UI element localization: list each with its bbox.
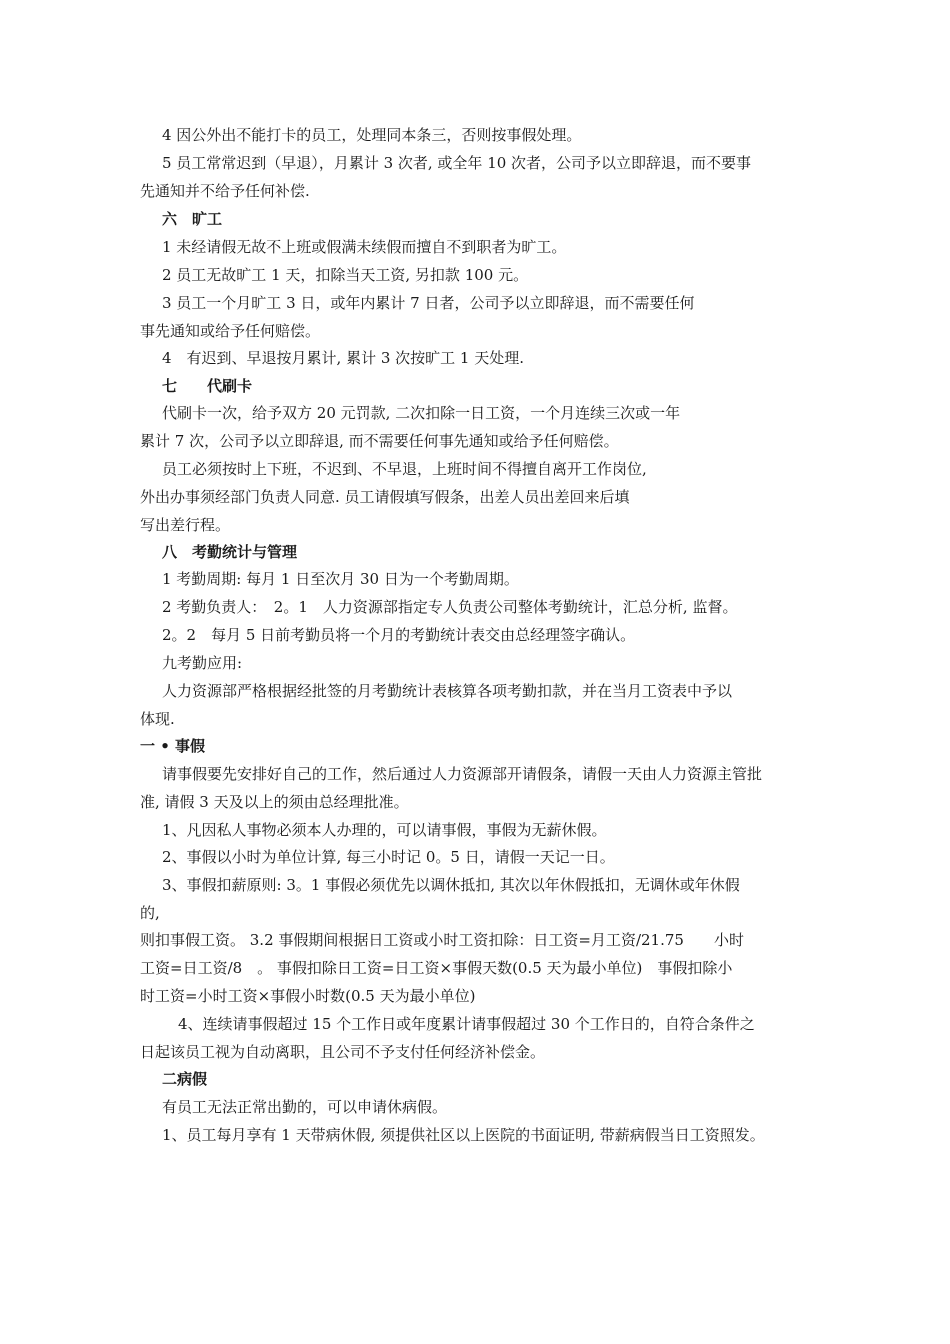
text-line: 先通知并不给予任何补偿. bbox=[140, 182, 310, 200]
text-line: 1、凡因私人事物必须本人办理的，可以请事假，事假为无薪休假。 bbox=[162, 821, 607, 839]
text-line: 员工必须按时上下班，不迟到、不早退，上班时间不得擅自离开工作岗位, bbox=[162, 460, 647, 478]
text-line: 2 员工无故旷工 1 天，扣除当天工资, 另扣款 100 元。 bbox=[162, 266, 529, 284]
text-line: 4 有迟到、早退按月累计, 累计 3 次按旷工 1 天处理. bbox=[162, 349, 525, 367]
section-heading: 六 旷工 bbox=[162, 210, 223, 228]
text-line: 有员工无法正常出勤的，可以申请休病假。 bbox=[162, 1098, 448, 1116]
section-heading: 七 代刷卡 bbox=[162, 377, 253, 395]
text-line: 2、事假以小时为单位计算, 每三小时记 0。5 日，请假一天记一日。 bbox=[162, 848, 615, 866]
text-line: 准, 请假 3 天及以上的须由总经理批准。 bbox=[140, 793, 409, 811]
text-line: 工资=日工资/8 。 事假扣除日工资=日工资×事假天数(0.5 天为最小单位) 事假扣除小 bbox=[140, 959, 733, 977]
text-line: 人力资源部严格根据经批签的月考勤统计表核算各项考勤扣款，并在当月工资表中予以 bbox=[162, 682, 733, 700]
text-line: 1 考勤周期: 每月 1 日至次月 30 日为一个考勤周期。 bbox=[162, 570, 519, 588]
text-line: 2 考勤负责人： 2。1 人力资源部指定专人负责公司整体考勤统计，汇总分析, 监督。 bbox=[162, 598, 738, 616]
text-line: 4、连续请事假超过 15 个工作日或年度累计请事假超过 30 个工作日的，自符合条件之 bbox=[178, 1015, 755, 1033]
section-heading: 二病假 bbox=[162, 1070, 208, 1088]
section-heading: 一 • 事假 bbox=[140, 737, 206, 755]
section-heading: 八 考勤统计与管理 bbox=[162, 543, 298, 561]
text-line: 的, bbox=[140, 904, 160, 922]
text-line: 请事假要先安排好自己的工作，然后通过人力资源部开请假条，请假一天由人力资源主管批 bbox=[162, 765, 763, 783]
text-line: 3 员工一个月旷工 3 日，或年内累计 7 日者，公司予以立即辞退，而不需要任何 bbox=[162, 294, 695, 312]
text-line: 累计 7 次，公司予以立即辞退, 而不需要任何事先通知或给予任何赔偿。 bbox=[140, 432, 619, 450]
text-line: 日起该员工视为自动离职，且公司不予支付任何经济补偿金。 bbox=[140, 1043, 546, 1061]
text-line: 体现. bbox=[140, 710, 175, 728]
text-line: 1、员工每月享有 1 天带病休假, 须提供社区以上医院的书面证明, 带薪病假当日工资照发。 bbox=[162, 1126, 765, 1144]
text-line: 写出差行程。 bbox=[140, 516, 231, 534]
text-line: 外出办事须经部门负责人同意. 员工请假填写假条，出差人员出差回来后填 bbox=[140, 488, 630, 506]
text-line: 3、事假扣薪原则: 3。1 事假必须优先以调休抵扣, 其次以年休假抵扣，无调休或年休假 bbox=[162, 876, 740, 894]
text-line: 代刷卡一次，给予双方 20 元罚款, 二次扣除一日工资，一个月连续三次或一年 bbox=[162, 404, 681, 422]
text-line: 九考勤应用: bbox=[162, 654, 243, 672]
text-line: 4 因公外出不能打卡的员工，处理同本条三，否则按事假处理。 bbox=[162, 126, 582, 144]
text-line: 事先通知或给予任何赔偿。 bbox=[140, 322, 321, 340]
text-line: 2。2 每月 5 日前考勤员将一个月的考勤统计表交由总经理签字确认。 bbox=[162, 626, 636, 644]
text-line: 时工资=小时工资×事假小时数(0.5 天为最小单位) bbox=[140, 987, 476, 1005]
text-line: 1 未经请假无故不上班或假满未续假而擅自不到职者为旷工。 bbox=[162, 238, 567, 256]
text-line: 则扣事假工资。 3.2 事假期间根据日工资或小时工资扣除：日工资=月工资/21.75 小时 bbox=[140, 931, 744, 949]
text-line: 5 员工常常迟到（早退），月累计 3 次者, 或全年 10 次者，公司予以立即辞退，而不要事 bbox=[162, 154, 752, 172]
